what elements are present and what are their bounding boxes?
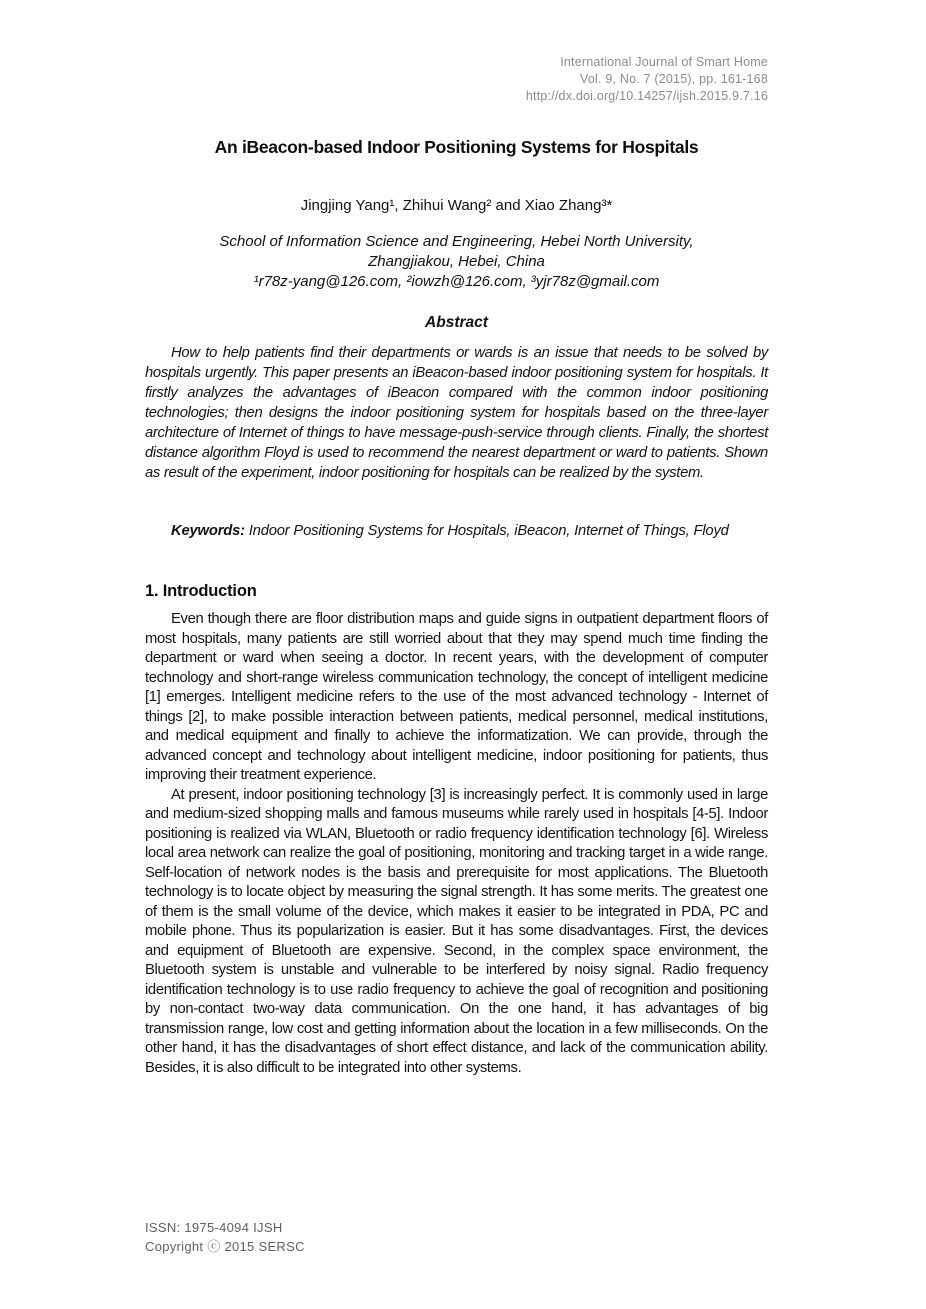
journal-header (145, 54, 768, 105)
affiliation-block (145, 232, 768, 292)
abstract-heading: Abstract (425, 314, 488, 331)
affiliation-line-2: Zhangjiakou, Hebei, China (368, 253, 545, 270)
footer-issn: ISSN: 1975-4094 IJSH (145, 1220, 283, 1235)
page-footer (145, 1218, 768, 1256)
keywords-line (145, 521, 768, 541)
section-heading-introduction: 1. Introduction (145, 582, 257, 600)
paper-title: An iBeacon-based Indoor Positioning Systems for Hospitals (214, 137, 699, 157)
journal-doi: http://dx.doi.org/10.14257/ijsh.2015.9.7.16 (525, 89, 768, 103)
keywords-label: Keywords: (171, 523, 245, 539)
journal-name: International Journal of Smart Home (560, 55, 768, 69)
introduction-paragraph-1: Even though there are floor distribution maps and guide signs in outpatient department floors of most hospitals, many patients are still worried about that they may spend much time finding the department or ward when seeing a doctor. In recent years, with the development of computer technology and short-range wireless communication technology, the concept of intelligent medicine [1] emerges. Intelligent medicine refers to the use of the most advanced technology - Internet of things [2], to make possible interaction between patients, medical personnel, medical institutions, and medical equipment and finally to achieve the informatization. We can provide, through the advanced concept and technology about intelligent medicine, indoor positioning for patients, thus improving their treatment experience. (145, 611, 768, 783)
abstract-text: How to help patients find their departments or wards is an issue that needs to be solved by hospitals urgently. This paper presents an iBeacon-based indoor positioning system for hospitals. It firstly analyzes the advantages of iBeacon compared with the common indoor positioning technologies; then designs the indoor positioning system for hospitals based on the three-layer architecture of Internet of things to have message-push-service through clients. Finally, the shortest distance algorithm Floyd is used to recommend the nearest department or ward to patients. Shown as result of the experiment, indoor positioning for hospitals can be realized by the system. (145, 345, 768, 481)
journal-volume-pages: Vol. 9, No. 7 (2015), pp. 161-168 (580, 72, 768, 86)
affiliation-line-1: School of Information Science and Engineering, Hebei North University, (219, 233, 694, 250)
authors-line: Jingjing Yang¹, Zhihui Wang² and Xiao Zhang³* (300, 197, 613, 214)
author-emails: ¹r78z-yang@126.com, ²iowzh@126.com, ³yjr78z@gmail.com (253, 273, 660, 290)
keywords-body: Indoor Positioning Systems for Hospitals, iBeacon, Internet of Things, Floyd (244, 523, 729, 539)
footer-copyright: Copyright ⓒ 2015 SERSC (145, 1239, 305, 1254)
introduction-paragraph-2: At present, indoor positioning technology [3] is increasingly perfect. It is commonly used in large and medium-sized shopping malls and famous museums while rarely used in hospitals [4-5]. Indoor positioning is realized via WLAN, Bluetooth or radio frequency identification technology [6]. Wireless local area network can realize the goal of positioning, monitoring and tracking target in a wide range. Self-location of network nodes is the basis and prerequisite for most applications. The Bluetooth technology is to locate object by measuring the signal strength. It has some merits. The greatest one of them is the small volume of the device, which makes it easier to be integrated in PDA, PC and mobile phone. Thus its popularization is easier. But it has some disadvantages. First, the devices and equipment of Bluetooth are expensive. Second, in the complex space environment, the Bluetooth system is unstable and vulnerable to be interfered by noisy signal. Radio frequency identification technology is to use radio frequency to achieve the goal of recognition and positioning by non-contact two-way data communication. On the one hand, it has advantages of big transmission range, low cost and getting information about the location in a few milliseconds. On the other hand, it has the disadvantages of short effect distance, and lack of the communication ability. Besides, it is also difficult to be integrated into other systems. (145, 786, 768, 1076)
introduction-body (145, 610, 768, 1078)
